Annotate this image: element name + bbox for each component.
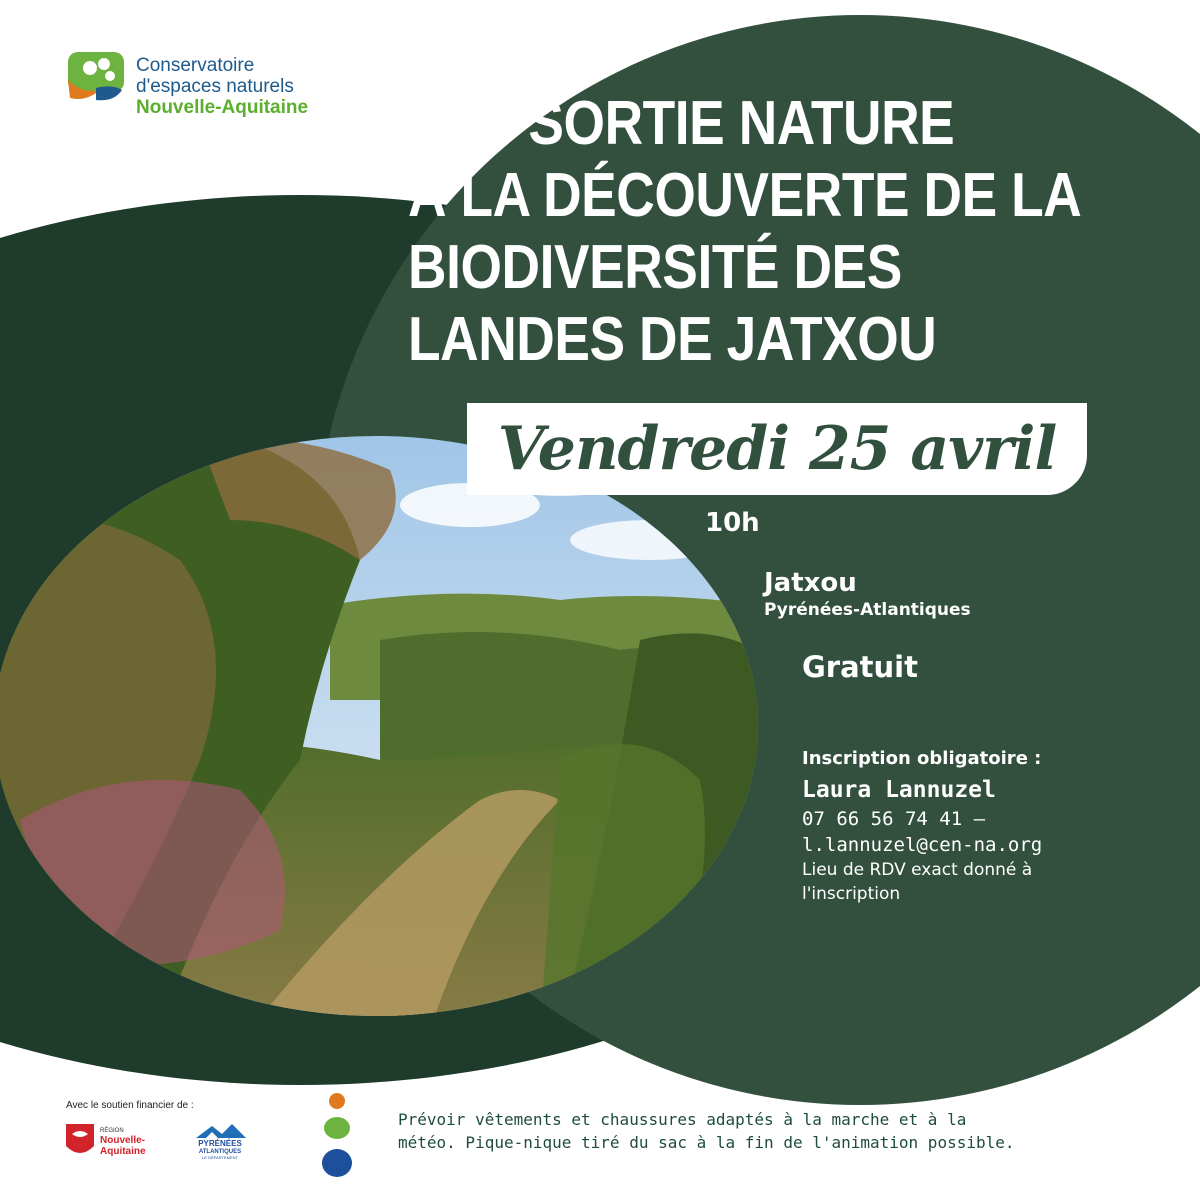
meeting-note-line2: l'inscription <box>802 884 901 904</box>
green-dot-icon <box>324 1117 350 1139</box>
date-banner <box>467 403 1087 495</box>
practical-info-line1: Prévoir vêtements et chaussures adaptés à la marche et à la <box>398 1110 967 1129</box>
blue-dot-icon <box>322 1149 352 1177</box>
org-name-line3: Nouvelle-Aquitaine <box>136 97 309 118</box>
contact-phone[interactable]: 07 66 56 74 41 – <box>802 808 986 830</box>
org-name-line1: Conservatoire <box>136 55 255 76</box>
event-region: Pyrénées-Atlantiques <box>764 600 971 620</box>
org-name-line2: d'espaces naturels <box>136 76 294 97</box>
partner1-line3: Aquitaine <box>100 1146 146 1157</box>
contact-email[interactable]: l.lannuzel@cen-na.org <box>802 834 1043 856</box>
partner1-line1: RÉGION <box>100 1128 124 1134</box>
event-time: 10h <box>705 508 760 538</box>
title-line1: SORTIE NATURE <box>528 89 955 158</box>
region-nouvelle-aquitaine-logo <box>64 1120 174 1162</box>
title-line4: LANDES DE JATXOU <box>408 305 937 374</box>
organization-name <box>136 55 308 118</box>
butterfly-flower-logo <box>66 50 136 104</box>
partner2-line1: PYRÉNÉES <box>198 1139 242 1148</box>
practical-info <box>398 1108 1118 1154</box>
event-place: Jatxou <box>764 568 857 598</box>
financial-support-label: Avec le soutien financier de : <box>66 1100 194 1111</box>
registration-contact <box>802 744 1042 906</box>
partner1-line2: Nouvelle- <box>100 1135 146 1146</box>
event-price: Gratuit <box>802 650 918 684</box>
title-line2: À LA DÉCOUVERTE DE LA <box>408 161 1082 230</box>
meeting-note-line1: Lieu de RDV exact donné à <box>802 860 1033 880</box>
practical-info-line2: météo. Pique-nique tiré du sac à la fin de l'animation possible. <box>398 1133 1015 1152</box>
contact-name: Laura Lannuzel <box>802 777 996 803</box>
event-title <box>408 88 1082 376</box>
pyrenees-atlantiques-logo <box>188 1120 252 1162</box>
partner2-line3: LE DÉPARTEMENT <box>202 1155 238 1160</box>
title-line3: BIODIVERSITÉ DES <box>408 233 902 302</box>
orange-dot-icon <box>329 1093 345 1109</box>
registration-heading: Inscription obligatoire : <box>802 748 1042 769</box>
event-date: Vendredi 25 avril <box>497 414 1057 484</box>
partner2-line2: ATLANTIQUES <box>198 1149 242 1155</box>
